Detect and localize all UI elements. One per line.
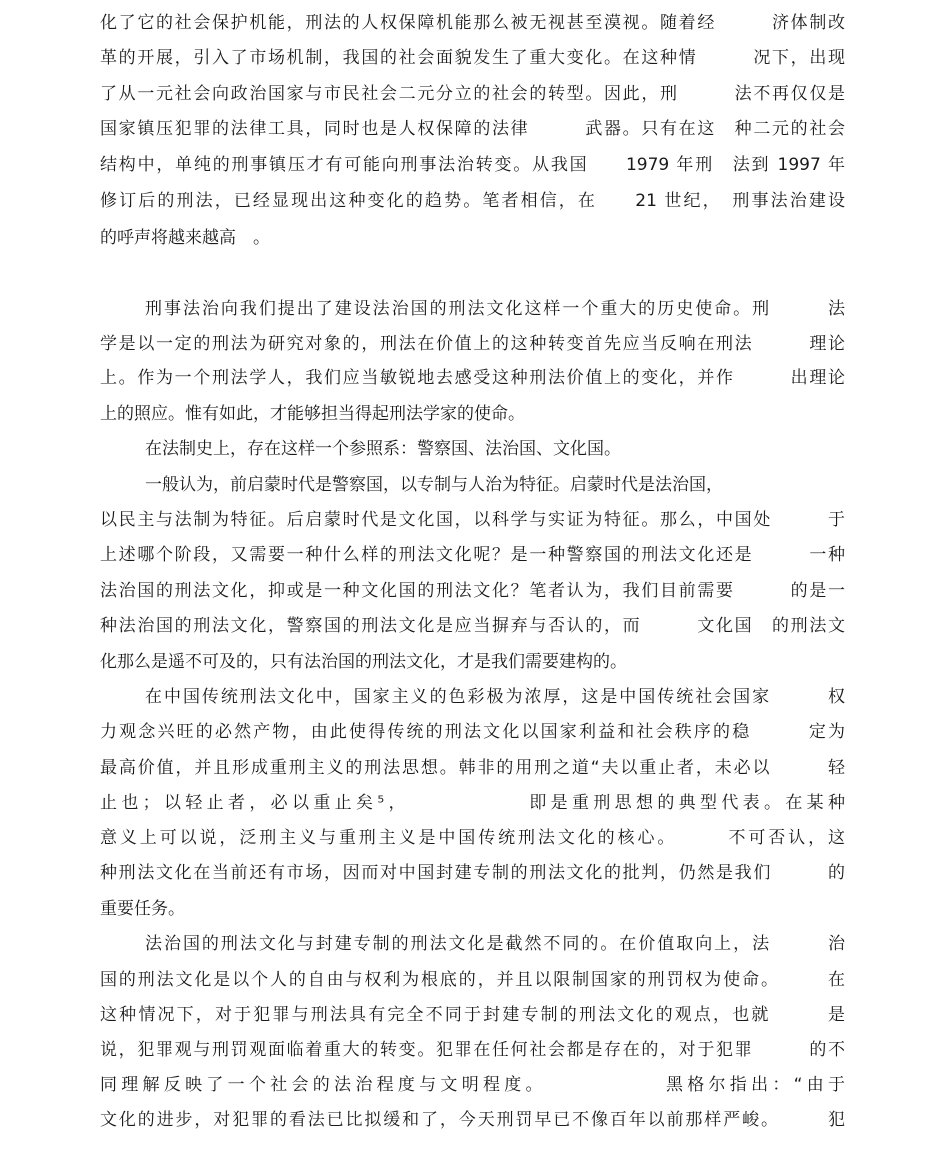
text-line: 最高价值，并且形成重刑主义的刑法思想。韩非的用刑之道“夫以重止者，未必以 轻 — [100, 758, 845, 778]
text-line: 了从一元社会向政治国家与市民社会二元分立的社会的转型。因此，刑 法不再仅仅是 — [100, 84, 845, 104]
paragraph-first-line: 一般认为，前启蒙时代是警察国，以专制与人治为特征。启蒙时代是法治国， — [145, 475, 723, 495]
text-line: 以民主与法制为特征。后启蒙时代是文化国，以科学与实证为特征。那么，中国处 于 — [100, 510, 845, 530]
text-line: 同理解反映了一个社会的法治程度与文明程度。 黑格尔指出：“由于 — [100, 1075, 845, 1095]
text-line: 重要任务。 — [100, 899, 185, 919]
text-line: 力观念兴旺的必然产物，由此使得传统的刑法文化以国家利益和社会秩序的稳 定为 — [100, 722, 845, 742]
text-line: 文化的进步，对犯罪的看法已比拟缓和了，今天刑罚早已不像百年以前那样严峻。 犯 — [100, 1110, 845, 1130]
text-line: 止也；以轻止者，必以重止矣⁵， 即是重刑思想的典型代表。在某种 — [100, 793, 845, 813]
paragraph-first-line: 在中国传统刑法文化中，国家主义的色彩极为浓厚，这是中国传统社会国家 权 — [145, 687, 845, 707]
text-line: 上的照应。惟有如此，才能够担当得起刑法学家的使命。 — [100, 404, 525, 424]
text-line: 上。作为一个刑法学人，我们应当敏锐地去感受这种刑法价值上的变化，并作 出理论 — [100, 368, 845, 388]
text-line: 学是以一定的刑法为研究对象的，刑法在价值上的这种转变首先应当反响在刑法 理论 — [100, 334, 845, 354]
text-line: 化那么是遥不可及的，只有法治国的刑法文化，才是我们需要建构的。 — [100, 652, 627, 672]
text-line: 法治国的刑法文化，抑或是一种文化国的刑法文化？笔者认为，我们目前需要 的是一 — [100, 581, 845, 601]
paragraph-first-line: 刑事法治向我们提出了建设法治国的刑法文化这样一个重大的历史使命。刑 法 — [145, 299, 845, 319]
text-line: 国的刑法文化是以个人的自由与权利为根底的，并且以限制国家的刑罚权为使命。 在 — [100, 970, 845, 990]
text-line: 结构中，单纯的刑事镇压才有可能向刑事法治转变。从我国 1979 年刑 法到 1997 年 — [100, 155, 845, 175]
text-line: 修订后的刑法，已经显现出这种变化的趋势。笔者相信，在 21 世纪， 刑事法治建设 — [100, 191, 845, 211]
text-line: 的呼声将越来越高 。 — [100, 228, 270, 248]
paragraph-first-line: 法治国的刑法文化与封建专制的刑法文化是截然不同的。在价值取向上，法 治 — [145, 934, 845, 954]
text-line: 种法治国的刑法文化，警察国的刑法文化是应当摒弃与否认的，而 文化国 的刑法文 — [100, 616, 845, 636]
text-line: 种刑法文化在当前还有市场，因而对中国封建专制的刑法文化的批判，仍然是我们 的 — [100, 863, 845, 883]
text-line: 意义上可以说，泛刑主义与重刑主义是中国传统刑法文化的核心。 不可否认，这 — [100, 828, 845, 848]
text-line: 革的开展，引入了市场机制，我国的社会面貌发生了重大变化。在这种情 况下，出现 — [100, 48, 845, 68]
text-line: 上述哪个阶段，又需要一种什么样的刑法文化呢？是一种警察国的刑法文化还是 一种 — [100, 545, 845, 565]
text-line: 这种情况下，对于犯罪与刑法具有完全不同于封建专制的刑法文化的观点，也就 是 — [100, 1005, 845, 1025]
paragraph-first-line: 在法制史上，存在这样一个参照系：警察国、法治国、文化国。 — [145, 439, 621, 459]
text-line: 国家镇压犯罪的法律工具，同时也是人权保障的法律 武器。只有在这 种二元的社会 — [100, 119, 845, 139]
text-line: 说，犯罪观与刑罚观面临着重大的转变。犯罪在任何社会都是存在的，对于犯罪 的不 — [100, 1040, 845, 1060]
text-line: 化了它的社会保护机能，刑法的人权保障机能那么被无视甚至漠视。随着经 济体制改 — [100, 13, 845, 33]
